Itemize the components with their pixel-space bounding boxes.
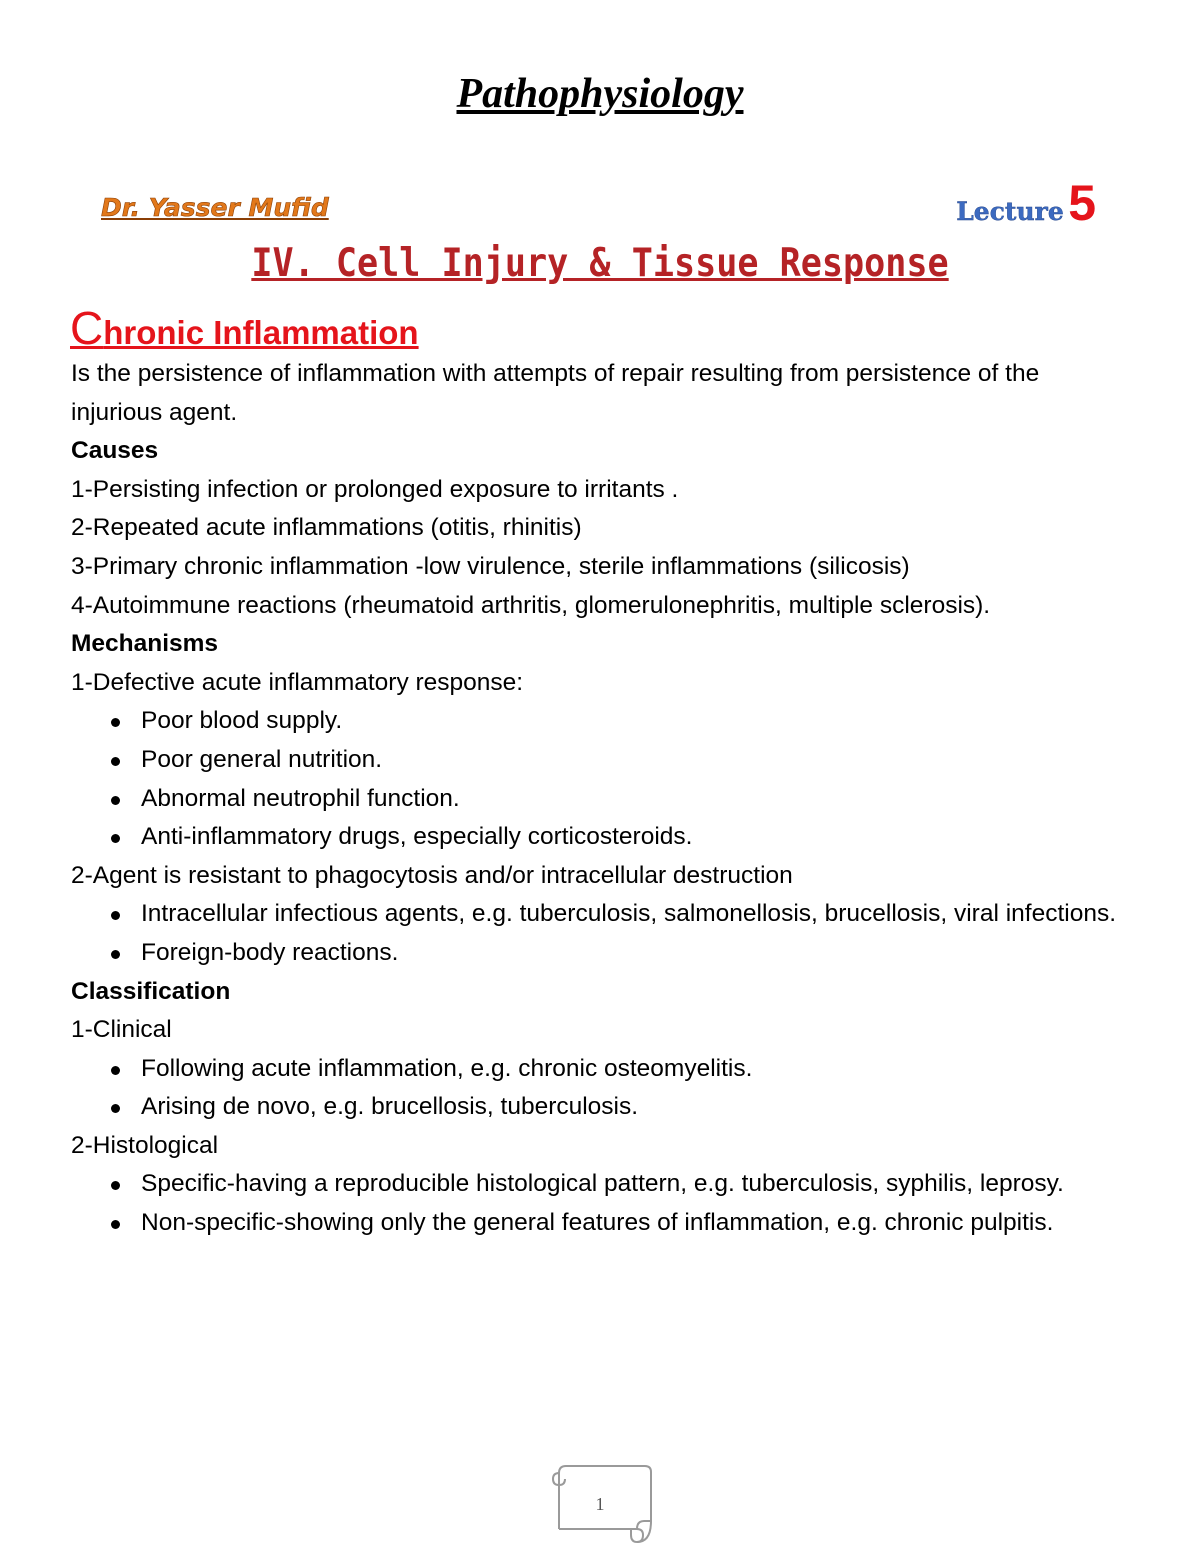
heading-text: hronic Inflammation: [103, 314, 419, 351]
mechanism-item: 1-Defective acute inflammatory response:: [71, 668, 524, 696]
chronic-inflammation-heading: [70, 302, 419, 359]
heading-drop-cap: C: [70, 302, 104, 354]
bullet-item: Non-specific-showing only the general features of inflammation, e.g. chronic pulpitis.: [141, 1204, 1131, 1243]
cause-item: 4-Autoimmune reactions (rheumatoid arthritis, glomerulonephritis, multiple sclerosis).: [71, 591, 991, 619]
definition-paragraph: Is the persistence of inflammation with attempts of repair resulting from persistence of the injurious agent.: [71, 360, 1040, 426]
lecture-tag: [956, 175, 1096, 241]
cause-item: 2-Repeated acute inflammations (otitis, rhinitis): [71, 514, 582, 542]
classification-bullet-list: [71, 1165, 1131, 1242]
cause-item: 1-Persisting infection or prolonged exposure to irritants .: [71, 475, 679, 503]
mechanisms-heading: Mechanisms: [71, 630, 219, 658]
classification-bullet-list: [71, 1050, 1131, 1127]
cause-item: 3-Primary chronic inflammation -low virulence, sterile inflammations (silicosis): [71, 552, 910, 580]
page-number: 1: [595, 1494, 605, 1514]
bullet-item: Anti-inflammatory drugs, especially corticosteroids.: [141, 818, 1131, 857]
lecture-number: 5: [1068, 175, 1096, 231]
classification-item: 2-Histological: [71, 1131, 219, 1159]
mechanism-item: 2-Agent is resistant to phagocytosis and/or intracellular destruction: [71, 861, 793, 889]
bullet-item: Foreign-body reactions.: [141, 934, 1131, 973]
mechanism-bullet-list: [71, 895, 1131, 972]
bullet-item: Specific-having a reproducible histological pattern, e.g. tuberculosis, syphilis, leprosy.: [141, 1165, 1131, 1204]
bullet-item: Abnormal neutrophil function.: [141, 780, 1131, 819]
lecture-label: Lecture: [956, 197, 1064, 226]
bullet-item: Poor general nutrition.: [141, 741, 1131, 780]
bullet-item: Intracellular infectious agents, e.g. tuberculosis, salmonellosis, brucellosis, viral infections.: [141, 895, 1131, 934]
lecture-content: [71, 355, 1131, 1243]
bullet-item: Poor blood supply.: [141, 702, 1131, 741]
classification-heading: Classification: [71, 977, 231, 1005]
bullet-item: Following acute inflammation, e.g. chronic osteomyelitis.: [141, 1050, 1131, 1089]
classification-item: 1-Clinical: [71, 1016, 172, 1044]
causes-heading: Causes: [71, 437, 159, 465]
author-name: Dr. Yasser Mufid: [101, 193, 329, 222]
document-title: Pathophysiology: [456, 71, 744, 117]
mechanism-bullet-list: [71, 702, 1131, 856]
bullet-item: Arising de novo, e.g. brucellosis, tuberculosis.: [141, 1088, 1131, 1127]
section-title: IV. Cell Injury & Tissue Response: [251, 241, 949, 286]
